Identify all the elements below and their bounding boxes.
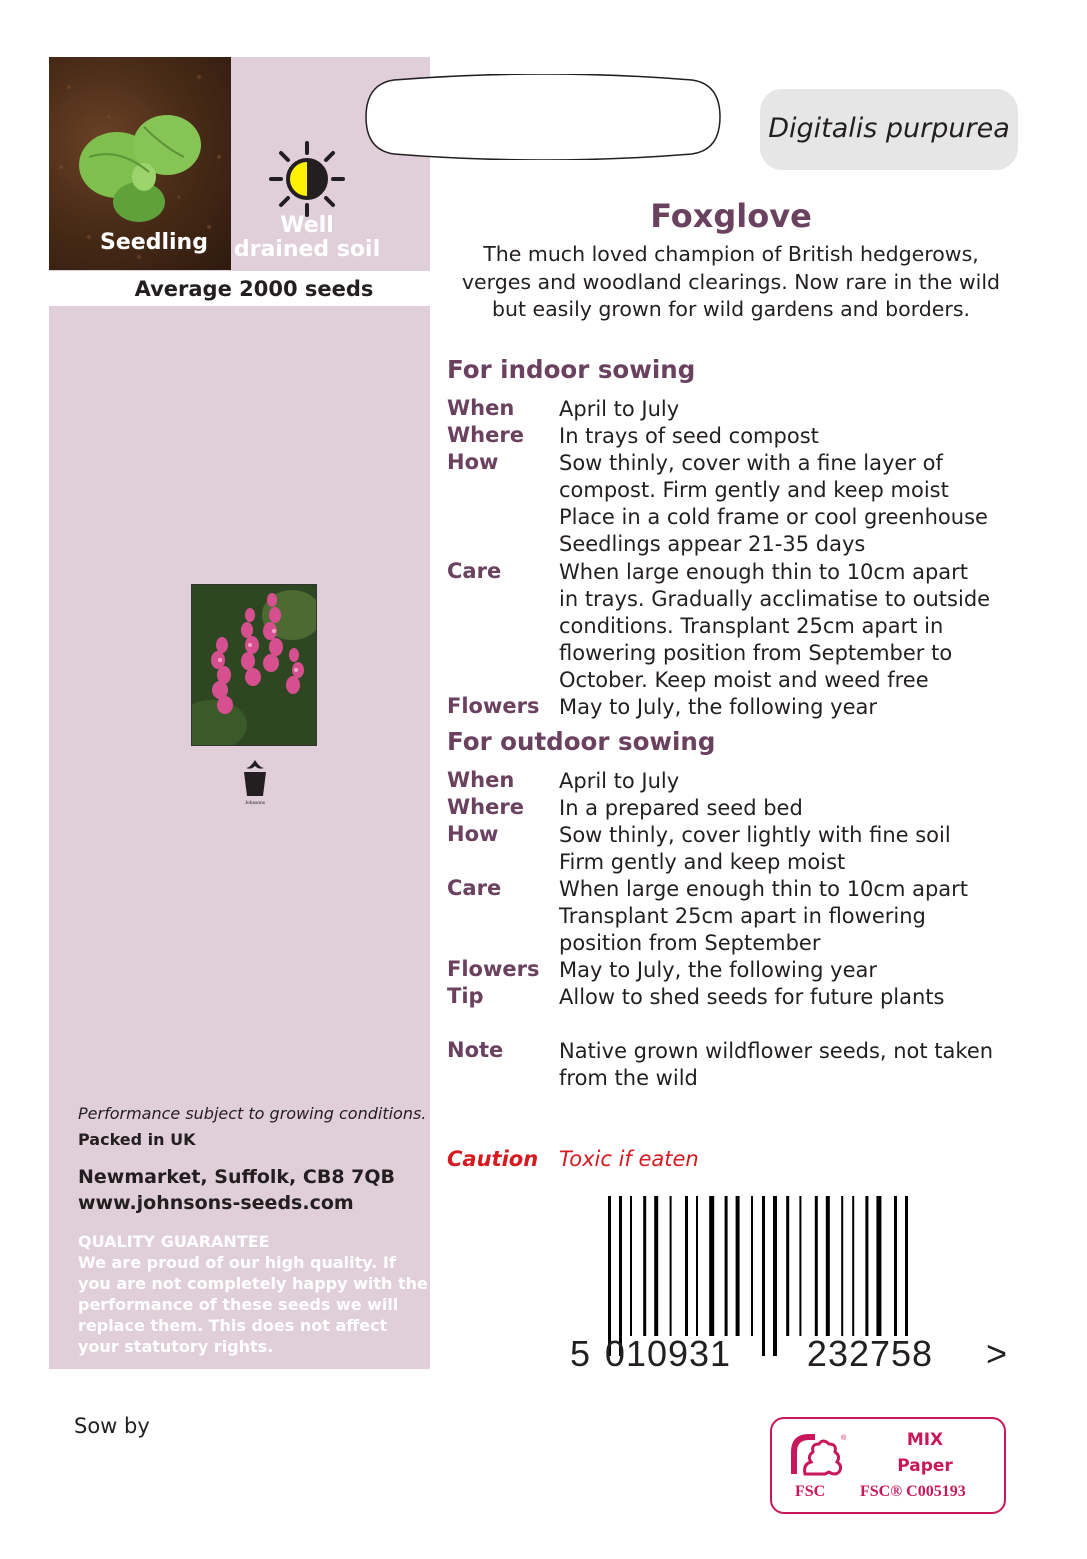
fsc-mix: MIX: [906, 1430, 944, 1450]
indoor-care-text: When large enough thin to 10cm apart in trays. Gradually acclimatise to outside conditions. Transplant 25cm apart in flowering position from September to October. Keep moist and weed free: [559, 560, 991, 693]
indoor-when-label: When: [447, 396, 515, 420]
indoor-heading: For indoor sowing: [447, 355, 696, 384]
quality-guarantee-body: We are proud of our high quality. If you are not completely happy with the performance of these seeds we will replace them. This does not affect your statutory rights.: [78, 1253, 428, 1356]
outdoor-where-text: In a prepared seed bed: [559, 796, 803, 820]
caution-label: Caution: [447, 1147, 539, 1171]
barcode-bar: [865, 1196, 868, 1336]
indoor-where-label: Where: [447, 423, 524, 447]
barcode-bar: [751, 1196, 753, 1336]
barcode-bar: [815, 1196, 818, 1336]
outdoor-flowers-text: May to July, the following year: [559, 958, 878, 982]
barcode: [568, 1196, 1013, 1371]
fsc-code: FSC® C005193: [860, 1483, 966, 1500]
indoor-where-text: In trays of seed compost: [559, 424, 819, 448]
barcode-bar: [619, 1196, 622, 1356]
indoor-how-label: How: [447, 450, 499, 474]
barcode-bar: [762, 1196, 765, 1356]
website-link[interactable]: www.johnsons-seeds.com: [78, 1192, 354, 1214]
outdoor-where-label: Where: [447, 795, 524, 819]
seedling-label: Seedling: [100, 230, 208, 255]
outdoor-when-text: April to July: [559, 769, 680, 793]
barcode-bar: [773, 1196, 777, 1356]
barcode-bar: [608, 1196, 611, 1356]
note-text: Native grown wildflower seeds, not taken from the wild: [559, 1039, 994, 1091]
barcode-bar: [905, 1196, 908, 1336]
indoor-how-text: Sow thinly, cover with a fine layer of compost. Firm gently and keep moist Place in a cold frame or cool greenhouse Seedlings appear 21-35 days: [559, 451, 988, 557]
outdoor-how-text: Sow thinly, cover lightly with fine soil Firm gently and keep moist: [559, 823, 951, 875]
indoor-flowers-text: May to July, the following year: [559, 695, 878, 719]
sow-by-label: Sow by: [74, 1414, 150, 1438]
barcode-bar: [709, 1196, 714, 1336]
quality-guarantee-title: QUALITY GUARANTEE: [78, 1232, 270, 1251]
barcode-bar: [841, 1196, 843, 1336]
foxglove-illustration: [192, 585, 316, 745]
outdoor-when-label: When: [447, 768, 515, 792]
fsc-word: FSC: [795, 1483, 826, 1500]
barcode-bar: [630, 1196, 632, 1336]
svg-text:Johnsons: Johnsons: [244, 800, 266, 806]
fsc-paper: Paper: [897, 1456, 953, 1476]
barcode-bar: [799, 1196, 801, 1336]
svg-text:>: >: [986, 1333, 1008, 1371]
sun-icon: [268, 140, 346, 218]
barcode-bar: [670, 1196, 672, 1336]
barcode-bar: [725, 1196, 728, 1336]
barcode-bar: [852, 1196, 854, 1336]
barcode-bar: [685, 1196, 688, 1336]
fsc-tree-icon: [785, 1428, 847, 1480]
product-intro: The much loved champion of British hedgerows, verges and woodland clearings. Now rare in the wild but easily grown for wild gardens and borders.: [461, 242, 1001, 321]
outdoor-tip-label: Tip: [447, 984, 484, 1008]
barcode-bar: [826, 1196, 830, 1336]
latin-name: Digitalis purpurea: [768, 113, 1010, 144]
svg-text:232758: 232758: [806, 1333, 934, 1371]
barcode-bar: [654, 1196, 658, 1336]
barcode-bar: [643, 1196, 646, 1336]
barcode-bar: [736, 1196, 740, 1336]
svg-text:010931: 010931: [604, 1333, 732, 1371]
indoor-care-label: Care: [447, 559, 502, 583]
indoor-when-text: April to July: [559, 397, 680, 421]
outdoor-heading: For outdoor sowing: [447, 727, 716, 756]
barcode-bar: [696, 1196, 698, 1336]
performance-note: Performance subject to growing conditions.: [78, 1104, 427, 1123]
barcode-bar: [786, 1196, 789, 1336]
foxglove-photo: [191, 584, 317, 746]
outdoor-care-text: When large enough thin to 10cm apart Transplant 25cm apart in flowering position from September: [559, 877, 969, 956]
caution-text: Toxic if eaten: [559, 1147, 699, 1171]
outdoor-care-label: Care: [447, 876, 502, 900]
barcode-bar: [876, 1196, 881, 1336]
product-title: Foxglove: [650, 197, 812, 235]
outdoor-tip-text: Allow to shed seeds for future plants: [559, 985, 945, 1009]
packed-in: Packed in UK: [78, 1130, 196, 1149]
johnsons-logo-icon: [238, 758, 272, 806]
indoor-flowers-label: Flowers: [447, 694, 540, 718]
outdoor-how-label: How: [447, 822, 499, 846]
note-label: Note: [447, 1038, 504, 1062]
soil-label: Well drained soil: [233, 213, 381, 262]
average-seeds: Average 2000 seeds: [134, 277, 374, 301]
svg-text:®: ®: [841, 1435, 847, 1442]
barcode-bar: [894, 1196, 897, 1336]
label-oval: [364, 74, 722, 160]
outdoor-flowers-label: Flowers: [447, 957, 540, 981]
svg-text:5: 5: [570, 1333, 591, 1371]
address: Newmarket, Suffolk, CB8 7QB: [78, 1166, 396, 1188]
